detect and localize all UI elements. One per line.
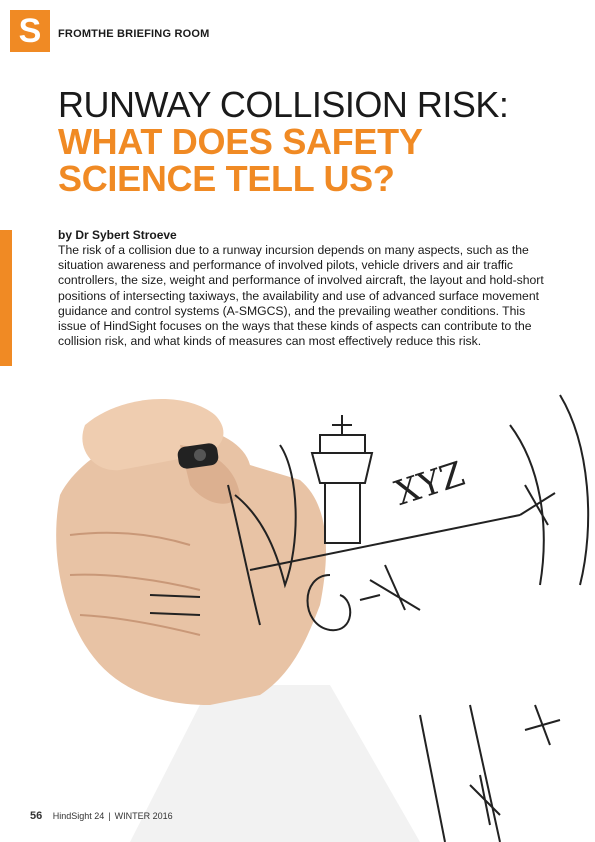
intro-paragraph: The risk of a collision due to a runway incursion depends on many aspects, such as the situation awareness and performance of involved pilots, vehicle drivers and air traffic controllers, the size, weight and performance of involved aircraft, the layout and hold-short positions of intersecting taxiways, the availability and use of advanced surface movement guidance and control systems (A-SMGCS), and the prevailing weather conditions. This issue of HindSight focuses on the ways that these kinds of aspects can contribute to the collision risk, and what kinds of measures can most effectively reduce this risk. bbox=[58, 243, 544, 349]
marker-tip bbox=[194, 449, 206, 461]
title-line-1: RUNWAY COLLISION RISK: bbox=[58, 84, 509, 125]
accent-sidebar-bar bbox=[0, 230, 12, 366]
drawn-plus-2 bbox=[525, 705, 560, 745]
article-title bbox=[58, 86, 578, 197]
logo-letter: S bbox=[18, 12, 42, 50]
page-number: 56 bbox=[30, 810, 43, 822]
airplane-icon bbox=[360, 565, 420, 610]
section-label: FROMTHE BRIEFING ROOM bbox=[58, 28, 210, 40]
title-line-3: SCIENCE TELL US? bbox=[58, 158, 395, 199]
drawn-runway bbox=[420, 705, 500, 842]
page-footer bbox=[30, 810, 173, 822]
hand-drawing-illustration bbox=[0, 385, 595, 842]
drawn-plus-1 bbox=[520, 485, 555, 525]
sleeve bbox=[130, 685, 420, 842]
hindsight-logo bbox=[10, 10, 50, 52]
title-line-2: WHAT DOES SAFETY bbox=[58, 121, 423, 162]
drawn-curve-right-2 bbox=[560, 395, 588, 585]
handwritten-xyz: XYZ bbox=[390, 454, 470, 514]
author-byline: by Dr Sybert Stroeve bbox=[58, 228, 177, 242]
footer-separator: | bbox=[108, 811, 111, 821]
drawn-curve-right-1 bbox=[510, 425, 544, 585]
publication-name: HindSight 24 bbox=[52, 811, 105, 821]
issue-label: WINTER 2016 bbox=[114, 811, 173, 821]
